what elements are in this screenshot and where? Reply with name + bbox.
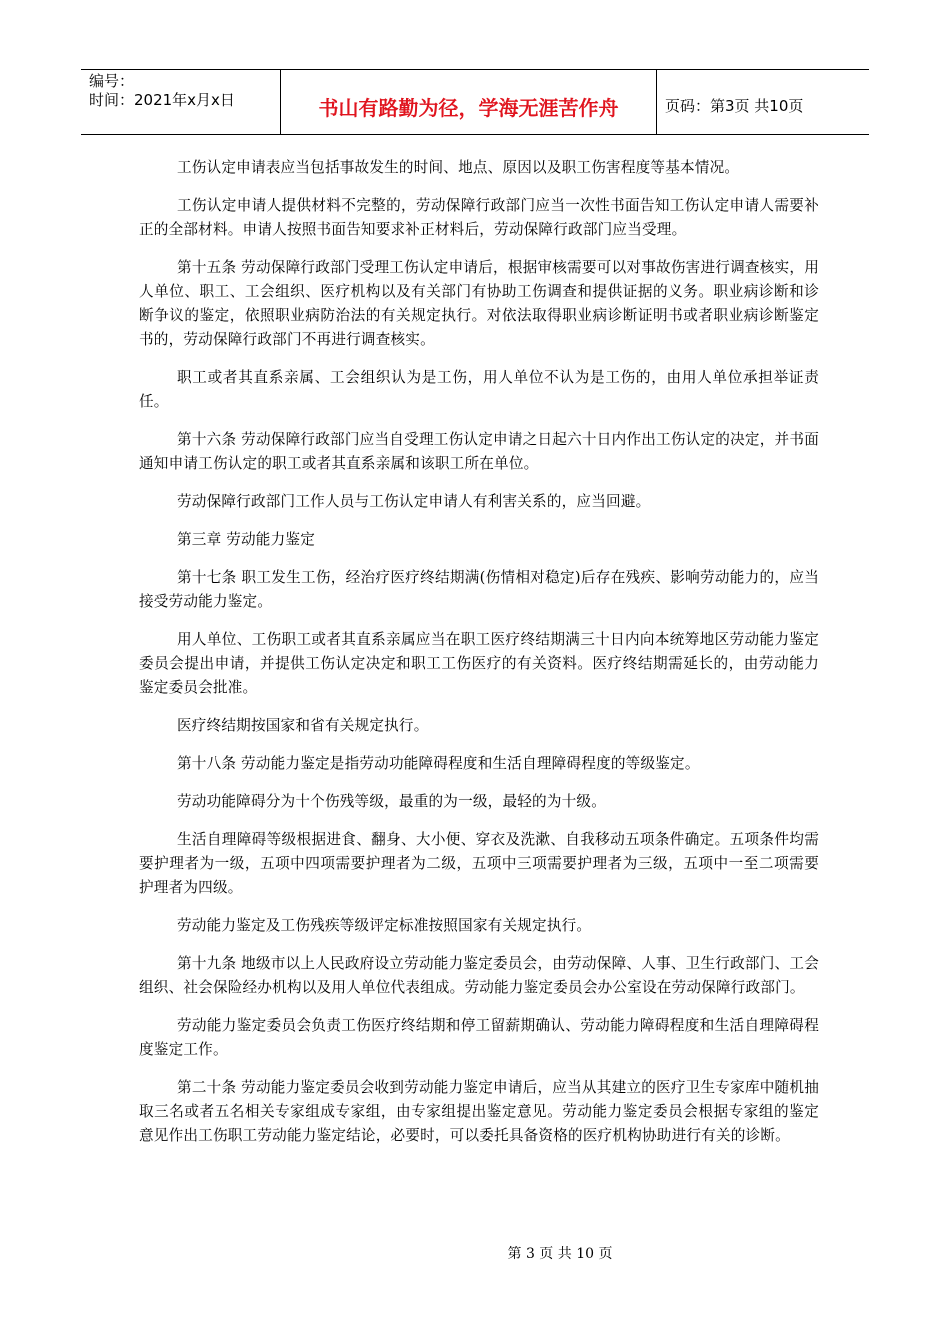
chapter-heading: 第三章 劳动能力鉴定 (177, 531, 315, 548)
paragraph: 用人单位、工伤职工或者其直系亲属应当在职工医疗终结期满三十日内向本统筹地区劳动能力鉴定委员会提出申请，并提供工伤认定决定和职工工伤医疗的有关资料。医疗终结期需延长的，由劳动能力鉴定委员会批准。 (139, 631, 819, 696)
page-header (81, 69, 869, 135)
paragraph: 第十七条 职工发生工伤，经治疗医疗终结期满(伤情相对稳定)后存在残疾、影响劳动能力的，应当接受劳动能力鉴定。 (139, 569, 819, 610)
document-body (139, 156, 819, 1162)
document-number-label: 编号： (89, 72, 135, 90)
paragraph: 劳动功能障碍分为十个伤残等级，最重的为一级，最轻的为十级。 (177, 793, 607, 810)
paragraph: 第二十条 劳动能力鉴定委员会收到劳动能力鉴定申请后，应当从其建立的医疗卫生专家库中随机抽取三名或者五名相关专家组成专家组，由专家组提出鉴定意见。劳动能力鉴定委员会根据专家组的鉴定意见作出工伤职工劳动能力鉴定结论，必要时，可以委托具备资格的医疗机构协助进行有关的诊断。 (139, 1079, 819, 1144)
document-date-label: 时间：2021年x月x日 (89, 91, 235, 109)
header-meta (81, 70, 281, 134)
paragraph: 劳动能力鉴定委员会负责工伤医疗终结期和停工留薪期确认、劳动能力障碍程度和生活自理障碍程度鉴定工作。 (139, 1017, 819, 1058)
paragraph: 生活自理障碍等级根据进食、翻身、大小便、穿衣及洗漱、自我移动五项条件确定。五项条件均需要护理者为一级，五项中四项需要护理者为二级，五项中三项需要护理者为三级，五项中一至二项需要护理者为四级。 (139, 831, 819, 896)
paragraph: 第十九条 地级市以上人民政府设立劳动能力鉴定委员会，由劳动保障、人事、卫生行政部门、工会组织、社会保险经办机构以及用人单位代表组成。劳动能力鉴定委员会办公室设在劳动保障行政部门。 (139, 955, 819, 996)
paragraph: 第十五条 劳动保障行政部门受理工伤认定申请后，根据审核需要可以对事故伤害进行调查核实，用人单位、职工、工会组织、医疗机构以及有关部门有协助工伤调查和提供证据的义务。职业病诊断和诊断争议的鉴定，依照职业病防治法的有关规定执行。对依法取得职业病诊断证明书或者职业病诊断鉴定书的，劳动保障行政部门不再进行调查核实。 (139, 259, 819, 348)
paragraph: 工伤认定申请人提供材料不完整的，劳动保障行政部门应当一次性书面告知工伤认定申请人需要补正的全部材料。申请人按照书面告知要求补正材料后，劳动保障行政部门应当受理。 (139, 197, 819, 238)
paragraph: 医疗终结期按国家和省有关规定执行。 (177, 717, 429, 734)
paragraph: 职工或者其直系亲属、工会组织认为是工伤，用人单位不认为是工伤的，由用人单位承担举证责任。 (139, 369, 819, 410)
paragraph: 第十六条 劳动保障行政部门应当自受理工伤认定申请之日起六十日内作出工伤认定的决定，并书面通知申请工伤认定的职工或者其直系亲属和该职工所在单位。 (139, 431, 819, 472)
paragraph: 工伤认定申请表应当包括事故发生的时间、地点、原因以及职工伤害程度等基本情况。 (177, 159, 740, 176)
paragraph: 第十八条 劳动能力鉴定是指劳动功能障碍程度和生活自理障碍程度的等级鉴定。 (177, 755, 700, 772)
page-footer: 第 3 页 共 10 页 (507, 1246, 613, 1262)
header-page-number: 页码：第3页 共10页 (665, 96, 804, 115)
paragraph: 劳动保障行政部门工作人员与工伤认定申请人有利害关系的，应当回避。 (177, 493, 651, 510)
paragraph: 劳动能力鉴定及工伤残疾等级评定标准按照国家有关规定执行。 (177, 917, 592, 934)
header-motto: 书山有路勤为径，学海无涯苦作舟 (281, 70, 657, 134)
